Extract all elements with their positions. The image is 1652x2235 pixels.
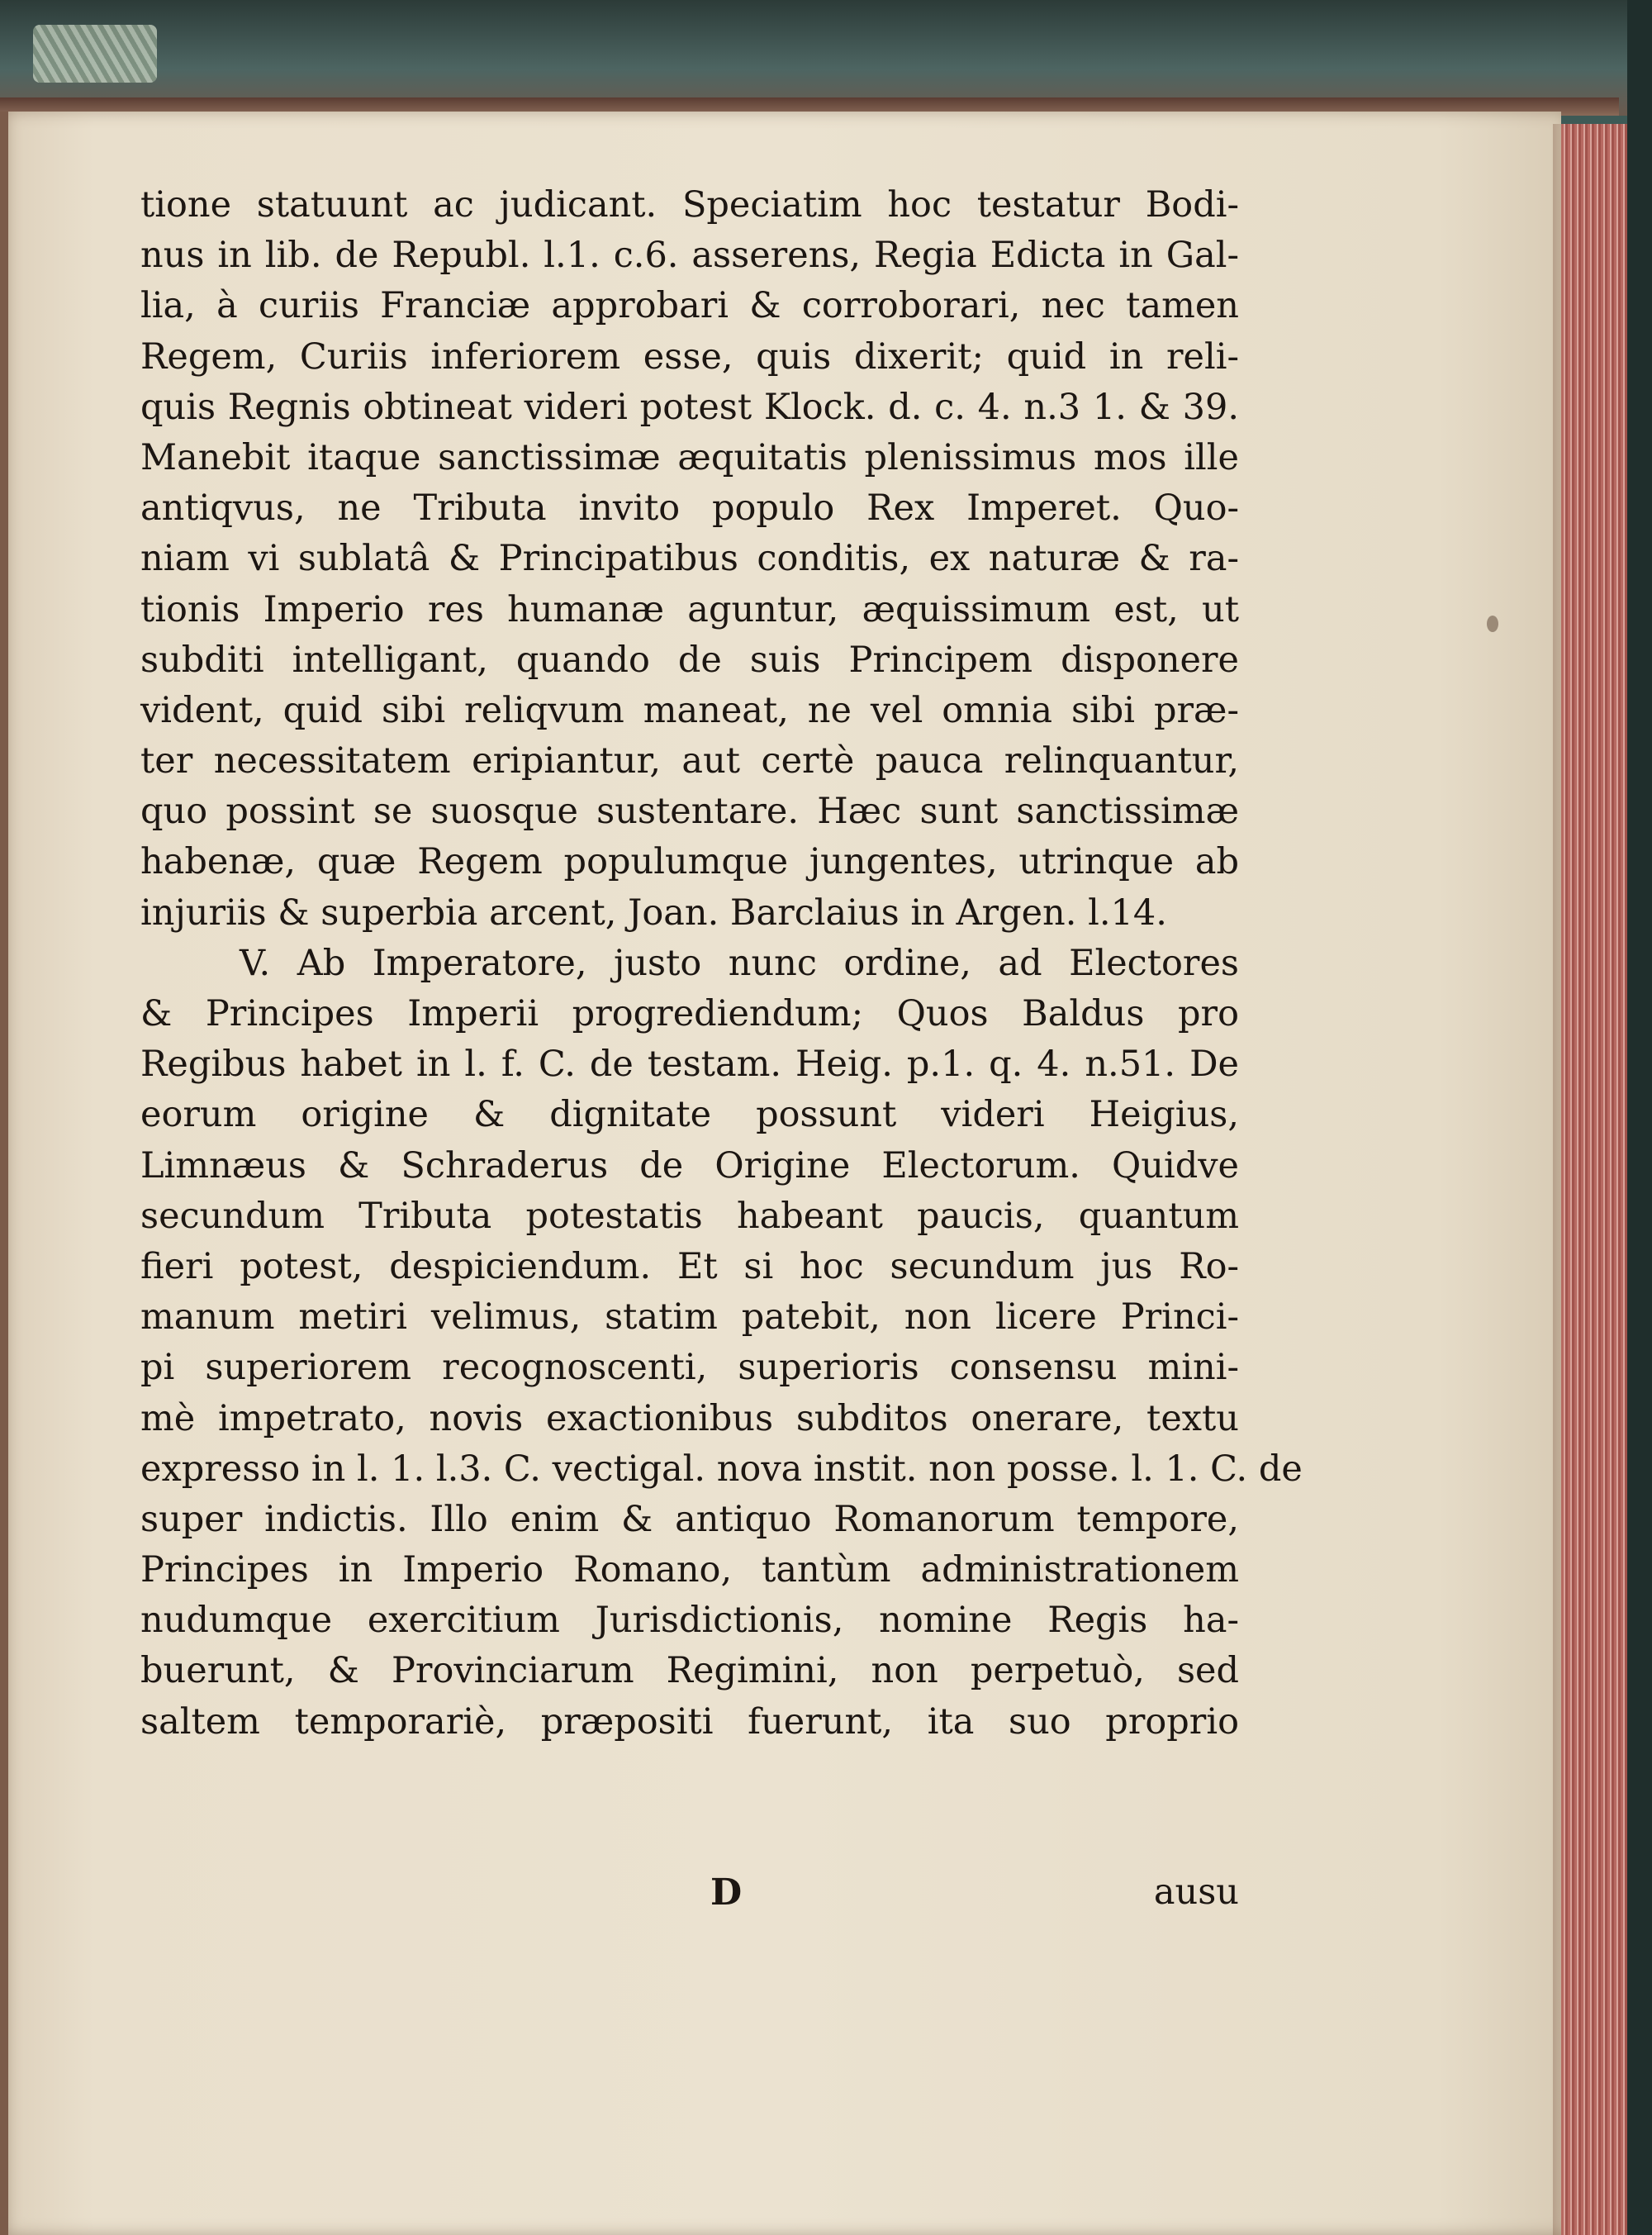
text-line: lia, à curiis Franciæ approbari & corroborari, nec tamen — [140, 285, 1239, 327]
text-line: mè impetrato, novis exactionibus subditos onerare, textu — [140, 1397, 1239, 1439]
binding-thread — [33, 25, 157, 83]
text-line: habenæ, quæ Regem populumque jungentes, utrinque ab — [140, 841, 1239, 883]
text-line: expresso in l. 1. l.3. C. vectigal. nova instit. non posse. l. 1. C. de — [140, 1448, 1303, 1490]
text-line: eorum origine & dignitate possunt videri Heigius, — [140, 1094, 1239, 1136]
text-line: nudumque exercitium Jurisdictionis, nomine Regis ha- — [140, 1600, 1239, 1642]
scanner-background-right — [1627, 0, 1652, 2235]
text-line: saltem temporariè, præpositi fuerunt, ita suo proprio — [140, 1700, 1239, 1743]
text-line: quis Regnis obtineat videri potest Klock. d. c. 4. n.3 1. & 39. — [140, 386, 1239, 428]
text-line: pi superiorem recognoscenti, superioris consensu mini- — [140, 1347, 1239, 1389]
text-line: tionis Imperio res humanæ aguntur, æquissimum est, ut — [140, 588, 1239, 630]
text-line: antiqvus, ne Tributa invito populo Rex Imperet. Quo- — [140, 487, 1239, 530]
text-line: manum metiri velimus, statim patebit, non licere Princi- — [140, 1296, 1239, 1339]
book-spine — [0, 112, 8, 2235]
text-line: vident, quid sibi reliqvum maneat, ne vel omnia sibi præ- — [140, 689, 1239, 731]
text-line: super indictis. Illo enim & antiquo Romanorum tempore, — [140, 1498, 1239, 1540]
body-text — [140, 180, 1303, 1748]
catchword: ausu — [1153, 1871, 1239, 1913]
text-line: Principes in Imperio Romano, tantùm administrationem — [140, 1549, 1239, 1591]
text-line: nus in lib. de Republ. l.1. c.6. asserens, Regia Edicta in Gal- — [140, 235, 1239, 277]
signature-mark: D — [710, 1871, 743, 1914]
text-line: buerunt, & Provinciarum Regimini, non perpetuò, sed — [140, 1650, 1239, 1692]
text-line: injuriis & superbia arcent, Joan. Barclaius in Argen. l.14. — [140, 892, 1167, 934]
text-line: Manebit itaque sanctissimæ æquitatis plenissimus mos ille — [140, 436, 1239, 478]
text-line: tione statuunt ac judicant. Speciatim hoc testatur Bodi- — [140, 184, 1239, 226]
text-line: subditi intelligant, quando de suis Principem disponere — [140, 639, 1239, 681]
text-line: Regibus habet in l. f. C. de testam. Heig. p.1. q. 4. n.51. De — [140, 1044, 1239, 1086]
text-line: & Principes Imperii progrediendum; Quos Baldus pro — [140, 993, 1239, 1034]
text-line: ter necessitatem eripiantur, aut certè pauca relinquantur, — [140, 740, 1239, 782]
text-line: Limnæus & Schraderus de Origine Electorum. Quidve — [140, 1144, 1239, 1186]
text-line: niam vi sublatâ & Principatibus conditis, ex naturæ & ra- — [140, 538, 1239, 580]
section-start-line: V. Ab Imperatore, justo nunc ordine, ad Electores — [240, 942, 1239, 984]
text-line: Regem, Curiis inferiorem esse, quis dixerit; quid in reli- — [140, 335, 1239, 378]
red-page-edges — [1561, 124, 1627, 2235]
text-line: quo possint se suosque sustentare. Hæc sunt sanctissimæ — [140, 791, 1239, 833]
page-footer — [140, 1871, 1239, 1921]
ink-spot — [1487, 616, 1498, 632]
text-line: secundum Tributa potestatis habeant paucis, quantum — [140, 1195, 1239, 1237]
text-line: fieri potest, despiciendum. Et si hoc secundum jus Ro- — [140, 1245, 1239, 1287]
